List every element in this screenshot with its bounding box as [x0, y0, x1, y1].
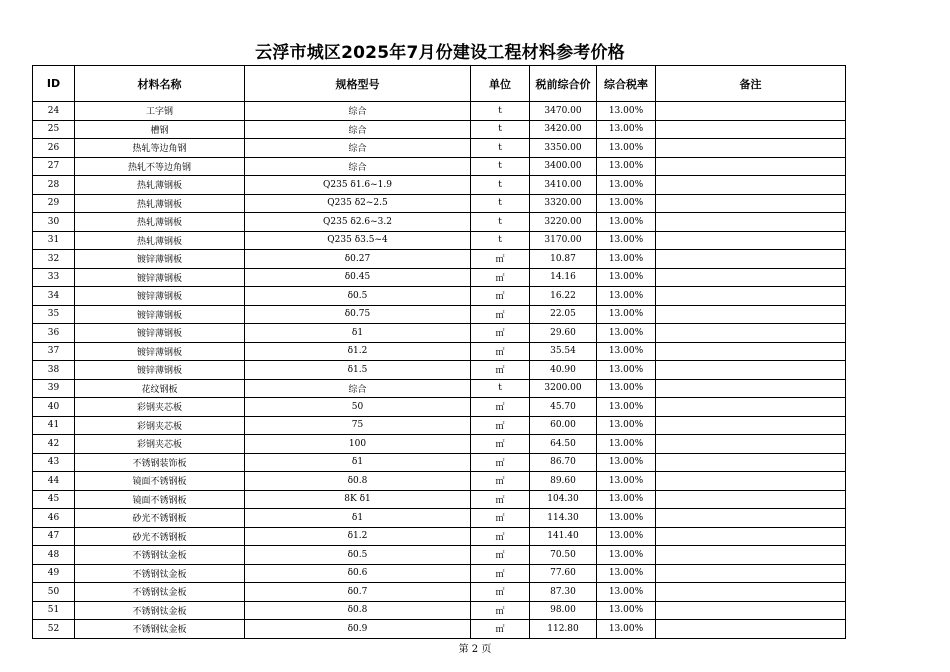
cell-specification: δ1.2 [245, 527, 471, 546]
cell-material-name: 热轧薄钢板 [75, 176, 245, 195]
cell-tax-rate: 13.00% [597, 583, 656, 602]
cell-unit: ㎡ [471, 509, 530, 528]
cell-pretax-price: 64.50 [530, 435, 597, 454]
cell-unit: ㎡ [471, 583, 530, 602]
cell-unit: t [471, 176, 530, 195]
table-row [33, 398, 846, 417]
cell-unit: ㎡ [471, 620, 530, 639]
cell-specification: 50 [245, 398, 471, 417]
cell-id: 38 [33, 361, 75, 380]
cell-remarks [656, 139, 846, 158]
cell-remarks [656, 231, 846, 250]
cell-tax-rate: 13.00% [597, 342, 656, 361]
cell-id: 49 [33, 564, 75, 583]
cell-unit: t [471, 157, 530, 176]
cell-tax-rate: 13.00% [597, 213, 656, 232]
cell-pretax-price: 70.50 [530, 546, 597, 565]
cell-tax-rate: 13.00% [597, 546, 656, 565]
cell-specification: Q235 δ3.5~4 [245, 231, 471, 250]
cell-tax-rate: 13.00% [597, 194, 656, 213]
cell-id: 25 [33, 120, 75, 139]
cell-specification: δ0.8 [245, 601, 471, 620]
cell-unit: t [471, 379, 530, 398]
cell-specification: δ0.6 [245, 564, 471, 583]
table-row [33, 490, 846, 509]
table-row [33, 120, 846, 139]
cell-unit: ㎡ [471, 546, 530, 565]
cell-specification: 综合 [245, 139, 471, 158]
cell-id: 41 [33, 416, 75, 435]
cell-pretax-price: 14.16 [530, 268, 597, 287]
cell-material-name: 不锈钢钛金板 [75, 564, 245, 583]
cell-pretax-price: 3400.00 [530, 157, 597, 176]
cell-unit: t [471, 194, 530, 213]
header-specification: 规格型号 [245, 66, 471, 102]
cell-unit: ㎡ [471, 601, 530, 620]
price-table [32, 65, 846, 639]
table-row [33, 435, 846, 454]
cell-remarks [656, 527, 846, 546]
cell-material-name: 热轧薄钢板 [75, 194, 245, 213]
cell-tax-rate: 13.00% [597, 120, 656, 139]
cell-id: 28 [33, 176, 75, 195]
cell-specification: δ1 [245, 453, 471, 472]
cell-tax-rate: 13.00% [597, 490, 656, 509]
cell-material-name: 镀锌薄钢板 [75, 287, 245, 306]
table-row [33, 268, 846, 287]
table-row [33, 379, 846, 398]
cell-remarks [656, 379, 846, 398]
cell-specification: 综合 [245, 120, 471, 139]
table-body [33, 102, 846, 639]
header-unit: 单位 [471, 66, 530, 102]
cell-specification: 综合 [245, 157, 471, 176]
cell-id: 42 [33, 435, 75, 454]
cell-id: 24 [33, 102, 75, 121]
cell-id: 37 [33, 342, 75, 361]
cell-pretax-price: 112.80 [530, 620, 597, 639]
cell-unit: ㎡ [471, 472, 530, 491]
cell-id: 40 [33, 398, 75, 417]
table-row [33, 564, 846, 583]
cell-unit: t [471, 120, 530, 139]
cell-specification: δ1.5 [245, 361, 471, 380]
header-tax-rate: 综合税率 [597, 66, 656, 102]
cell-unit: ㎡ [471, 287, 530, 306]
table-row [33, 342, 846, 361]
cell-unit: t [471, 231, 530, 250]
cell-unit: t [471, 139, 530, 158]
cell-unit: ㎡ [471, 361, 530, 380]
cell-pretax-price: 29.60 [530, 324, 597, 343]
cell-tax-rate: 13.00% [597, 620, 656, 639]
document-title: 云浮市城区2025年7月份建设工程材料参考价格 [255, 43, 625, 63]
cell-specification: Q235 δ2.6~3.2 [245, 213, 471, 232]
table-row [33, 139, 846, 158]
table-row [33, 176, 846, 195]
cell-id: 46 [33, 509, 75, 528]
table-row [33, 305, 846, 324]
page-number: 第 2 页 [458, 644, 492, 655]
cell-pretax-price: 16.22 [530, 287, 597, 306]
table-header-row [33, 66, 846, 102]
cell-tax-rate: 13.00% [597, 416, 656, 435]
cell-remarks [656, 453, 846, 472]
cell-tax-rate: 13.00% [597, 601, 656, 620]
cell-pretax-price: 3320.00 [530, 194, 597, 213]
cell-material-name: 热轧薄钢板 [75, 231, 245, 250]
cell-remarks [656, 194, 846, 213]
table-row [33, 102, 846, 121]
cell-id: 36 [33, 324, 75, 343]
cell-id: 47 [33, 527, 75, 546]
cell-material-name: 不锈钢钛金板 [75, 601, 245, 620]
cell-pretax-price: 98.00 [530, 601, 597, 620]
cell-pretax-price: 3170.00 [530, 231, 597, 250]
cell-material-name: 砂光不锈钢板 [75, 509, 245, 528]
cell-material-name: 镜面不锈钢板 [75, 490, 245, 509]
cell-id: 35 [33, 305, 75, 324]
cell-material-name: 彩钢夹芯板 [75, 398, 245, 417]
cell-pretax-price: 3470.00 [530, 102, 597, 121]
cell-remarks [656, 213, 846, 232]
cell-specification: δ0.9 [245, 620, 471, 639]
cell-material-name: 镀锌薄钢板 [75, 361, 245, 380]
cell-material-name: 镀锌薄钢板 [75, 324, 245, 343]
cell-unit: t [471, 102, 530, 121]
cell-pretax-price: 3220.00 [530, 213, 597, 232]
table-row [33, 472, 846, 491]
cell-material-name: 镜面不锈钢板 [75, 472, 245, 491]
cell-tax-rate: 13.00% [597, 231, 656, 250]
cell-id: 39 [33, 379, 75, 398]
cell-material-name: 工字钢 [75, 102, 245, 121]
cell-remarks [656, 250, 846, 269]
cell-tax-rate: 13.00% [597, 268, 656, 287]
table-row [33, 213, 846, 232]
cell-material-name: 彩钢夹芯板 [75, 435, 245, 454]
cell-id: 29 [33, 194, 75, 213]
cell-id: 52 [33, 620, 75, 639]
cell-remarks [656, 583, 846, 602]
cell-unit: t [471, 213, 530, 232]
cell-pretax-price: 3410.00 [530, 176, 597, 195]
cell-pretax-price: 114.30 [530, 509, 597, 528]
cell-tax-rate: 13.00% [597, 176, 656, 195]
cell-remarks [656, 324, 846, 343]
cell-specification: 8K δ1 [245, 490, 471, 509]
cell-tax-rate: 13.00% [597, 509, 656, 528]
header-remarks: 备注 [656, 66, 846, 102]
cell-remarks [656, 102, 846, 121]
cell-id: 45 [33, 490, 75, 509]
cell-tax-rate: 13.00% [597, 379, 656, 398]
cell-pretax-price: 3200.00 [530, 379, 597, 398]
header-material-name: 材料名称 [75, 66, 245, 102]
cell-remarks [656, 435, 846, 454]
cell-id: 44 [33, 472, 75, 491]
cell-tax-rate: 13.00% [597, 472, 656, 491]
cell-remarks [656, 176, 846, 195]
table-row [33, 194, 846, 213]
cell-remarks [656, 472, 846, 491]
table-row [33, 601, 846, 620]
cell-unit: ㎡ [471, 324, 530, 343]
cell-material-name: 镀锌薄钢板 [75, 305, 245, 324]
cell-material-name: 不锈钢钛金板 [75, 546, 245, 565]
cell-id: 43 [33, 453, 75, 472]
cell-unit: ㎡ [471, 435, 530, 454]
table-row [33, 620, 846, 639]
cell-remarks [656, 620, 846, 639]
cell-tax-rate: 13.00% [597, 453, 656, 472]
cell-tax-rate: 13.00% [597, 287, 656, 306]
cell-specification: δ1 [245, 324, 471, 343]
cell-tax-rate: 13.00% [597, 324, 656, 343]
cell-remarks [656, 416, 846, 435]
table-row [33, 416, 846, 435]
cell-material-name: 镀锌薄钢板 [75, 268, 245, 287]
cell-id: 48 [33, 546, 75, 565]
cell-tax-rate: 13.00% [597, 139, 656, 158]
cell-material-name: 花纹钢板 [75, 379, 245, 398]
cell-specification: 综合 [245, 102, 471, 121]
cell-tax-rate: 13.00% [597, 102, 656, 121]
table-row [33, 157, 846, 176]
cell-tax-rate: 13.00% [597, 305, 656, 324]
table-row [33, 250, 846, 269]
cell-material-name: 热轧不等边角钢 [75, 157, 245, 176]
header-pretax-price: 税前综合价 [530, 66, 597, 102]
cell-material-name: 不锈钢装饰板 [75, 453, 245, 472]
table-row [33, 453, 846, 472]
cell-specification: Q235 δ1.6~1.9 [245, 176, 471, 195]
cell-specification: 100 [245, 435, 471, 454]
cell-remarks [656, 361, 846, 380]
cell-id: 32 [33, 250, 75, 269]
cell-material-name: 镀锌薄钢板 [75, 250, 245, 269]
cell-remarks [656, 120, 846, 139]
cell-specification: δ0.5 [245, 287, 471, 306]
cell-id: 33 [33, 268, 75, 287]
cell-pretax-price: 3420.00 [530, 120, 597, 139]
table-row [33, 509, 846, 528]
table-row [33, 324, 846, 343]
cell-pretax-price: 60.00 [530, 416, 597, 435]
cell-specification: δ0.75 [245, 305, 471, 324]
header-id: ID [33, 66, 75, 102]
cell-specification: Q235 δ2~2.5 [245, 194, 471, 213]
cell-id: 50 [33, 583, 75, 602]
cell-pretax-price: 10.87 [530, 250, 597, 269]
table-row [33, 527, 846, 546]
cell-remarks [656, 287, 846, 306]
table-row [33, 287, 846, 306]
cell-unit: ㎡ [471, 490, 530, 509]
cell-specification: δ0.8 [245, 472, 471, 491]
cell-id: 30 [33, 213, 75, 232]
cell-tax-rate: 13.00% [597, 398, 656, 417]
cell-pretax-price: 77.60 [530, 564, 597, 583]
cell-tax-rate: 13.00% [597, 361, 656, 380]
cell-pretax-price: 3350.00 [530, 139, 597, 158]
cell-material-name: 热轧等边角钢 [75, 139, 245, 158]
cell-remarks [656, 157, 846, 176]
cell-pretax-price: 89.60 [530, 472, 597, 491]
cell-unit: ㎡ [471, 453, 530, 472]
cell-specification: 75 [245, 416, 471, 435]
cell-tax-rate: 13.00% [597, 250, 656, 269]
cell-unit: ㎡ [471, 305, 530, 324]
cell-specification: δ0.45 [245, 268, 471, 287]
cell-remarks [656, 490, 846, 509]
cell-unit: ㎡ [471, 564, 530, 583]
cell-remarks [656, 509, 846, 528]
cell-specification: δ1 [245, 509, 471, 528]
cell-remarks [656, 564, 846, 583]
cell-unit: ㎡ [471, 398, 530, 417]
cell-unit: ㎡ [471, 342, 530, 361]
cell-material-name: 镀锌薄钢板 [75, 342, 245, 361]
cell-remarks [656, 601, 846, 620]
cell-pretax-price: 45.70 [530, 398, 597, 417]
cell-remarks [656, 546, 846, 565]
cell-specification: δ0.7 [245, 583, 471, 602]
cell-specification: δ0.27 [245, 250, 471, 269]
cell-unit: ㎡ [471, 416, 530, 435]
cell-pretax-price: 141.40 [530, 527, 597, 546]
cell-pretax-price: 87.30 [530, 583, 597, 602]
cell-pretax-price: 104.30 [530, 490, 597, 509]
cell-material-name: 砂光不锈钢板 [75, 527, 245, 546]
cell-remarks [656, 398, 846, 417]
cell-pretax-price: 35.54 [530, 342, 597, 361]
cell-remarks [656, 305, 846, 324]
cell-pretax-price: 86.70 [530, 453, 597, 472]
cell-id: 26 [33, 139, 75, 158]
cell-material-name: 不锈钢钛金板 [75, 583, 245, 602]
cell-specification: δ1.2 [245, 342, 471, 361]
cell-unit: ㎡ [471, 268, 530, 287]
cell-material-name: 不锈钢钛金板 [75, 620, 245, 639]
cell-tax-rate: 13.00% [597, 527, 656, 546]
cell-id: 31 [33, 231, 75, 250]
table-row [33, 361, 846, 380]
cell-unit: ㎡ [471, 250, 530, 269]
table-row [33, 546, 846, 565]
cell-specification: 综合 [245, 379, 471, 398]
cell-material-name: 彩钢夹芯板 [75, 416, 245, 435]
cell-remarks [656, 268, 846, 287]
cell-tax-rate: 13.00% [597, 157, 656, 176]
cell-remarks [656, 342, 846, 361]
cell-tax-rate: 13.00% [597, 564, 656, 583]
cell-id: 34 [33, 287, 75, 306]
cell-tax-rate: 13.00% [597, 435, 656, 454]
cell-specification: δ0.5 [245, 546, 471, 565]
cell-material-name: 热轧薄钢板 [75, 213, 245, 232]
cell-pretax-price: 40.90 [530, 361, 597, 380]
cell-id: 51 [33, 601, 75, 620]
cell-unit: ㎡ [471, 527, 530, 546]
table-row [33, 583, 846, 602]
table-row [33, 231, 846, 250]
cell-id: 27 [33, 157, 75, 176]
cell-material-name: 槽钢 [75, 120, 245, 139]
cell-pretax-price: 22.05 [530, 305, 597, 324]
